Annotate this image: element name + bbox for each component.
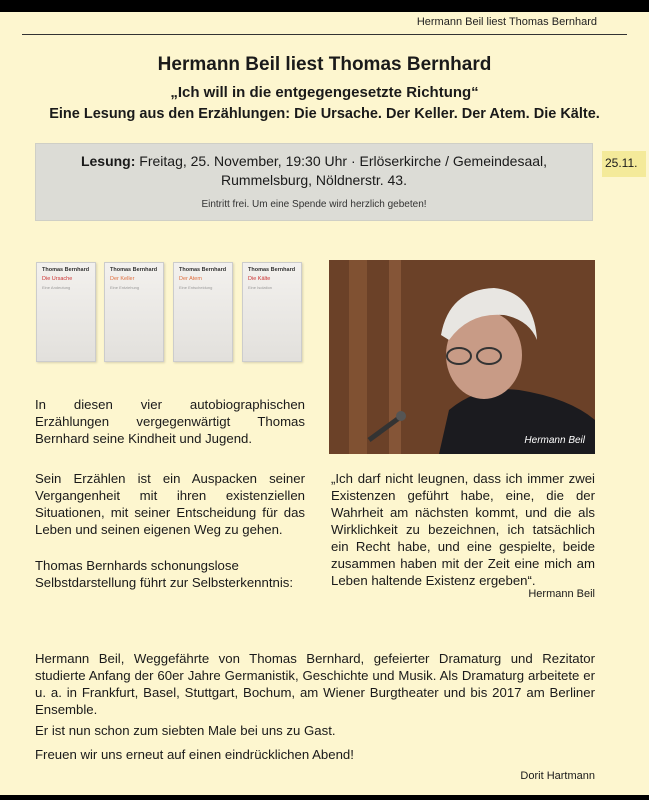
book-title: Der Atem (179, 276, 202, 282)
book-cover-die-ursache (36, 262, 96, 362)
header-rule (22, 34, 627, 35)
photo-caption: Hermann Beil (524, 435, 585, 446)
event-note: Eintritt frei. Um eine Spende wird herzlich gebeten! (201, 199, 427, 210)
event-info-box (35, 143, 593, 221)
running-header: Hermann Beil liest Thomas Bernhard (416, 16, 597, 28)
event-datetime-location: Freitag, 25. November, 19:30 Uhr · Erlöserkirche / Gemeindesaal, (139, 153, 548, 169)
portrait-illustration (329, 260, 595, 454)
book-cover-der-atem (173, 262, 233, 362)
date-tag: 25.11. (602, 151, 646, 177)
page-title: Hermann Beil liest Thomas Bernhard (157, 54, 492, 75)
event-label: Lesung: (80, 153, 136, 169)
event-details (36, 152, 592, 190)
flyer-page (0, 12, 649, 795)
event-quote-title: „Ich will in die entgegengesetzte Richtung“ (170, 84, 479, 101)
book-covers (36, 262, 306, 372)
book-subtitle: Eine Entscheidung (179, 285, 213, 290)
book-subtitle: Eine Isolation (248, 285, 273, 290)
quote-text: „Ich darf nicht leugnen, dass ich immer zwei Existenzen geführt habe, eine, die der Wahrheit am nächsten kommt, und die als Wirklichkeit zu bezeichnen, ich tatsächlich ein Recht habe, und eine gespielte, beide zusammen haben mit der Zeit eine mich am Leben haltende Existenz ergeben“. (331, 471, 595, 588)
closing-line: Freuen wir uns erneut auf einen eindrücklichen Abend! (35, 747, 354, 762)
book-cover-der-keller (104, 262, 164, 362)
portrait-photo (329, 260, 595, 454)
description-paragraph: Sein Erzählen ist ein Auspacken seiner Vergangenheit mit ihren existenziellen Situationen, mit seiner Entscheidung für das Leben und seinen eigenen Weg zu gehen. (35, 471, 305, 537)
book-subtitle: Eine Andeutung (42, 285, 71, 290)
event-subtitle: Eine Lesung aus den Erzählungen: Die Ursache. Der Keller. Der Atem. Die Kälte. (49, 106, 600, 122)
book-title: Die Kälte (248, 276, 271, 282)
event-address: Rummelsburg, Nöldnerstr. 43. (221, 172, 407, 188)
intro-paragraph: In diesen vier autobiographischen Erzählungen vergegenwärtigt Thomas Bernhard seine Kindheit und Jugend. (35, 397, 305, 446)
book-cover-die-kaelte (242, 262, 302, 362)
book-title: Der Keller (110, 276, 135, 282)
book-subtitle: Eine Entziehung (110, 285, 140, 290)
guest-line: Er ist nun schon zum siebten Male bei uns zu Gast. (35, 723, 336, 738)
quote-author: Hermann Beil (528, 588, 595, 600)
book-author: Thomas Bernhard (248, 267, 296, 273)
summary-paragraph: Thomas Bernhards schonungslose Selbstdarstellung führt zur Selbsterkenntnis: (35, 558, 294, 590)
book-title: Die Ursache (42, 276, 73, 282)
bio-paragraph: Hermann Beil, Weggefährte von Thomas Bernhard, gefeierter Dramaturg und Rezitator studierte Anfang der 60er Jahre Germanistik, Geschichte und Musik. Als Dramaturg arbeitete er u. a. in Frankfurt, Basel, Stuttgart, Bochum, am Wiener Burgtheater und bis 2017 am Berliner Ensemble. (35, 651, 595, 717)
book-author: Thomas Bernhard (179, 267, 227, 273)
book-author: Thomas Bernhard (42, 267, 90, 273)
signoff: Dorit Hartmann (520, 770, 595, 782)
book-author: Thomas Bernhard (110, 267, 158, 273)
